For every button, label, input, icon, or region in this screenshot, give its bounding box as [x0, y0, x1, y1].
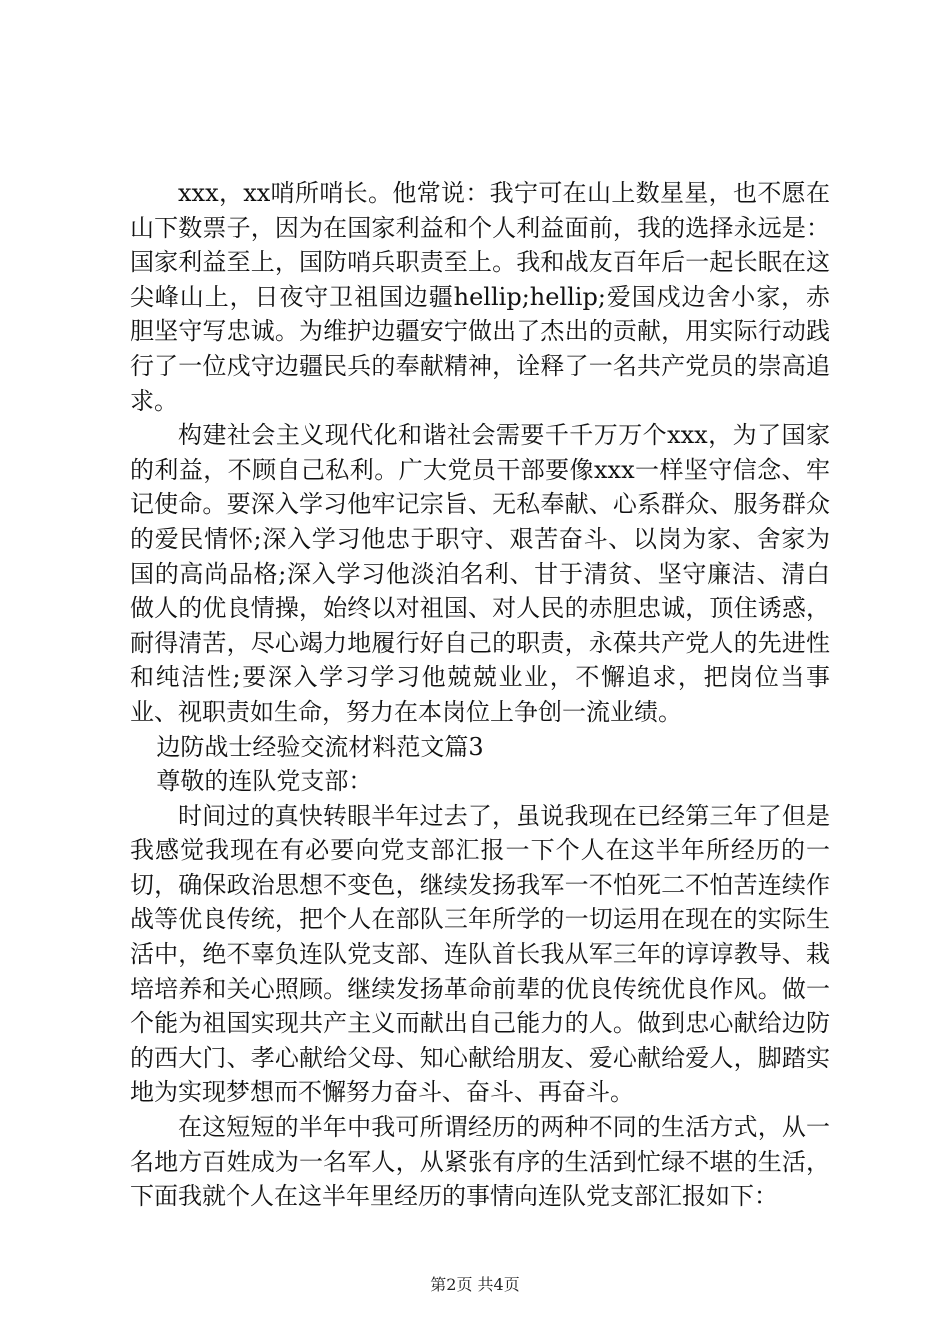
section-heading: 边防战士经验交流材料范文篇3 [156, 732, 484, 761]
salutation: 尊敬的连队党支部： [156, 767, 373, 796]
paragraph-life-change: 在这短短的半年中我可所谓经历的两种不同的生活方式，从一名地方百姓成为一名军人，从紧张有序的生活到忙绿不堪的生活，下面我就个人在这半年里经历的事情向连队党支部汇报如下： [130, 1113, 830, 1211]
document-body [130, 176, 830, 1214]
paragraph-half-year-report: 时间过的真快转眼半年过去了，虽说我现在已经第三年了但是我感觉我现在有必要向党支部汇报一下个人在这半年所经历的一切，确保政治思想不变色，继续发扬我军一不怕死二不怕苦连续作战等优良传统，把个人在部队三年所学的一切运用在现在的实际生活中，绝不辜负连队党支部、连队首长我从军三年的谆谆教导、栽培培养和关心照顾。继续发扬革命前辈的优良传统优良作风。做一个能为祖国实现共产主义而献出自己能力的人。做到忠心献给边防的西大门、孝心献给父母、知心献给朋友、爱心献给爱人，脚踏实地为实现梦想而不懈努力奋斗、奋斗、再奋斗。 [130, 801, 830, 1107]
page-number-footer: 第2页 共4页 [430, 1275, 520, 1294]
paragraph-sentinel-profile: xxx，xx哨所哨长。他常说：我宁可在山上数星星，也不愿在山下数票子，因为在国家利益和个人利益面前，我的选择永远是：国家利益至上，国防哨兵职责至上。我和战友百年后一起长眠在这尖峰山上，日夜守卫祖国边疆hellip;hellip;爱国戍边舍小家，赤胆坚守写忠诚。为维护边疆安宁做出了杰出的贡献，用实际行动践行了一位戍守边疆民兵的奉献精神，诠释了一名共产党员的崇高追求。 [130, 179, 830, 415]
paragraph-learning-call: 构建社会主义现代化和谐社会需要千千万万个xxx，为了国家的利益，不顾自己私利。广大党员干部要像xxx一样坚守信念、牢记使命。要深入学习他牢记宗旨、无私奉献、心系群众、服务群众的爱民情怀;深入学习他忠于职守、艰苦奋斗、以岗为家、舍家为国的高尚品格;深入学习他淡泊名利、甘于清贫、坚守廉洁、清白做人的优良情操，始终以对祖国、对人民的赤胆忠诚，顶住诱惑，耐得清苦，尽心竭力地履行好自己的职责，永葆共产党人的先进性和纯洁性;要深入学习学习他兢兢业业，不懈追求，把岗位当事业、视职责如生命，努力在本岗位上争创一流业绩。 [130, 421, 830, 726]
